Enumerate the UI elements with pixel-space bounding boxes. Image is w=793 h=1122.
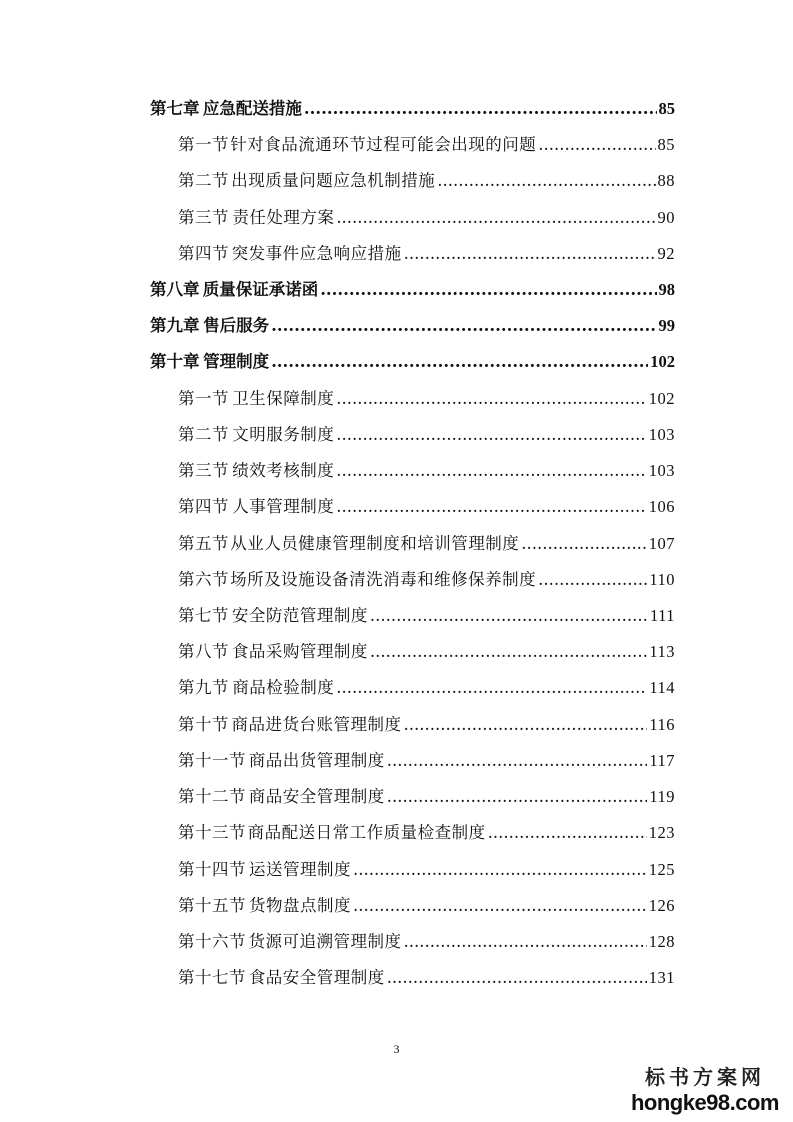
toc-entry-section[interactable]: [178, 855, 675, 885]
toc-page: 88: [657, 171, 675, 190]
watermark-url: hongke98.com: [630, 1090, 779, 1115]
toc-page: 131: [648, 968, 675, 987]
toc-title: 质量保证承诺函: [202, 280, 319, 299]
toc-leader: [353, 855, 647, 885]
page-number: 3: [393, 1042, 400, 1056]
toc-leader: [336, 492, 647, 522]
toc-title: 食品采购管理制度: [231, 642, 368, 661]
toc-page: 85: [657, 135, 675, 154]
toc-title: 管理制度: [203, 352, 270, 371]
toc-label: 第五节: [178, 534, 229, 553]
toc-title: 责任处理方案: [232, 208, 335, 227]
toc-title: 商品进货台账管理制度: [231, 715, 402, 734]
toc-leader: [320, 275, 656, 305]
toc-leader: [387, 963, 647, 993]
toc-leader: [336, 203, 655, 233]
toc-entry-section[interactable]: [178, 601, 675, 631]
toc-title: 商品配送日常工作质量检查制度: [247, 823, 486, 842]
toc-title: 突发事件应急响应措施: [231, 244, 402, 263]
toc-leader: [336, 420, 647, 450]
toc-leader: [488, 818, 647, 848]
toc-label: 第六节: [178, 570, 229, 589]
toc-entry-section[interactable]: [178, 529, 675, 559]
toc-title: 商品出货管理制度: [248, 751, 385, 770]
toc-leader: [336, 456, 647, 486]
toc-leader: [336, 673, 647, 703]
toc-label: 第二节: [178, 425, 229, 444]
toc-leader: [404, 710, 648, 740]
toc-title: 安全防范管理制度: [231, 606, 368, 625]
toc-page: 102: [650, 352, 675, 371]
toc-label: 第三节: [178, 461, 229, 480]
toc-title: 商品检验制度: [232, 678, 335, 697]
toc-leader: [387, 746, 648, 776]
toc-entry-section[interactable]: [178, 782, 675, 812]
toc-label: 第十三节: [178, 823, 246, 842]
toc-leader: [538, 130, 655, 160]
toc-leader: [271, 347, 648, 377]
toc-title: 货源可追溯管理制度: [248, 932, 402, 951]
toc-entry-section[interactable]: [178, 166, 675, 196]
toc-title: 绩效考核制度: [232, 461, 335, 480]
toc-page: 126: [648, 896, 675, 915]
toc-title: 针对食品流通环节过程可能会出现的问题: [230, 135, 537, 154]
toc-page: 117: [649, 751, 675, 770]
toc-label: 第十五节: [178, 896, 246, 915]
toc-entry-section[interactable]: [178, 927, 675, 957]
toc-label: 第八节: [178, 642, 229, 661]
toc-leader: [538, 565, 647, 595]
toc-entry-section[interactable]: [178, 818, 675, 848]
toc-label: 第十一节: [178, 751, 246, 770]
toc-label: 第十章: [150, 352, 200, 371]
toc-title: 人事管理制度: [232, 497, 335, 516]
toc-title: 出现质量问题应急机制措施: [231, 171, 436, 190]
toc-label: 第七章: [150, 99, 200, 118]
toc-page: 119: [649, 787, 675, 806]
toc-leader: [437, 166, 655, 196]
toc-page: 99: [658, 316, 675, 335]
toc-leader: [271, 311, 656, 341]
toc-entry-section[interactable]: [178, 456, 675, 486]
toc-entry-section[interactable]: [178, 746, 675, 776]
toc-page: 110: [649, 570, 675, 589]
toc-entry-chapter[interactable]: [150, 94, 675, 124]
toc-entry-section[interactable]: [178, 565, 675, 595]
watermark-logo: [631, 1061, 779, 1116]
toc-entry-chapter[interactable]: [150, 311, 675, 341]
toc-leader: [336, 384, 647, 414]
toc-label: 第四节: [178, 497, 229, 516]
toc-entry-section[interactable]: [178, 710, 675, 740]
toc-entry-section[interactable]: [178, 420, 675, 450]
toc-leader: [387, 782, 648, 812]
toc-page: 128: [648, 932, 675, 951]
toc-entry-chapter[interactable]: [150, 275, 675, 305]
toc-page: 111: [649, 606, 675, 625]
toc-page: 113: [649, 642, 675, 661]
toc-entry-section[interactable]: [178, 673, 675, 703]
toc-page: 103: [648, 425, 675, 444]
watermark-name: 标书方案网: [644, 1065, 765, 1089]
toc-page: 102: [648, 389, 675, 408]
toc-title: 食品安全管理制度: [248, 968, 385, 987]
toc-title: 场所及设施设备清洗消毒和维修保养制度: [230, 570, 537, 589]
toc-page: 114: [649, 678, 675, 697]
toc-title: 应急配送措施: [202, 99, 302, 118]
toc-entry-section[interactable]: [178, 384, 675, 414]
toc-label: 第一节: [178, 135, 229, 154]
toc-leader: [521, 529, 646, 559]
toc-entry-section[interactable]: [178, 203, 675, 233]
toc-label: 第二节: [178, 171, 229, 190]
toc-title: 运送管理制度: [249, 860, 352, 879]
toc-label: 第九章: [150, 316, 200, 335]
toc-leader: [370, 637, 647, 667]
toc-label: 第十四节: [178, 860, 246, 879]
toc-entry-section[interactable]: [178, 130, 675, 160]
toc-label: 第十七节: [178, 968, 246, 987]
toc-page: 98: [658, 280, 675, 299]
toc-label: 第八章: [150, 280, 200, 299]
toc-label: 第十六节: [178, 932, 246, 951]
toc-entry-section[interactable]: [178, 239, 675, 269]
toc-label: 第九节: [178, 678, 229, 697]
toc-page: 85: [658, 99, 675, 118]
toc-leader: [404, 927, 647, 957]
toc-title: 货物盘点制度: [249, 896, 352, 915]
toc-label: 第一节: [178, 389, 229, 408]
toc-entry-chapter[interactable]: [150, 347, 675, 377]
toc-page: 106: [648, 497, 675, 516]
toc-page: 107: [648, 534, 675, 553]
toc-page: 125: [648, 860, 675, 879]
toc-label: 第三节: [178, 208, 229, 227]
toc-leader: [404, 239, 656, 269]
toc-leader: [304, 94, 657, 124]
toc-title: 文明服务制度: [232, 425, 335, 444]
toc-entry-section[interactable]: [178, 963, 675, 993]
toc-title: 商品安全管理制度: [248, 787, 385, 806]
toc-entry-section[interactable]: [178, 891, 675, 921]
toc-label: 第七节: [178, 606, 229, 625]
toc-label: 第四节: [178, 244, 229, 263]
toc-entry-section[interactable]: [178, 492, 675, 522]
toc-page: 123: [648, 823, 675, 842]
toc-page: 92: [657, 244, 675, 263]
toc-title: 卫生保障制度: [232, 389, 335, 408]
toc-title: 从业人员健康管理制度和培训管理制度: [230, 534, 520, 553]
toc-entry-section[interactable]: [178, 637, 675, 667]
toc-title: 售后服务: [203, 316, 270, 335]
toc-page: 116: [649, 715, 675, 734]
toc-label: 第十节: [178, 715, 229, 734]
toc-leader: [370, 601, 648, 631]
toc-label: 第十二节: [178, 787, 246, 806]
toc-page: 90: [657, 208, 675, 227]
toc-leader: [353, 891, 647, 921]
toc-page: 103: [648, 461, 675, 480]
